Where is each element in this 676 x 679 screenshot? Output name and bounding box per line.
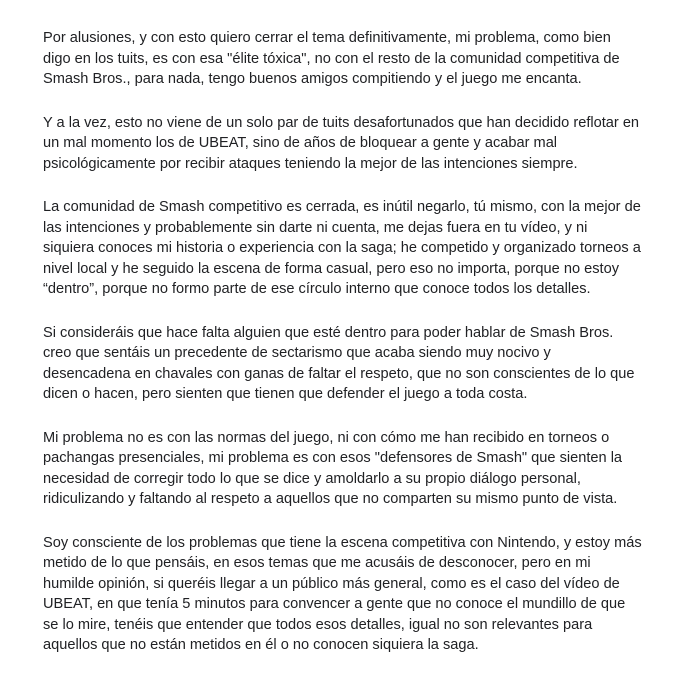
text-line: necesidad de corregir todo lo que se dice y amoldarlo a su propio diálogo personal, (43, 470, 581, 487)
text-line: pachangas presenciales, mi problema es con esos "defensores de Smash" que sienten la (43, 450, 623, 466)
text-line: dicen o hacen, pero sienten que tienen que defender el juego a toda costa. (43, 386, 528, 402)
text-line: Smash Bros., para nada, tengo buenos amigos compitiendo y el juego me encanta. (43, 71, 582, 87)
text-line: humilde opinión, si queréis llegar a un público más general, como es el caso del vídeo de (43, 575, 620, 592)
text-line: metido de lo que pensáis, en esos temas que me acusáis de desconocer, pero en mi (43, 555, 591, 571)
text-line: UBEAT, en que tenía 5 minutos para convencer a gente que no conoce el mundillo de que (43, 596, 626, 612)
paragraph-5 (43, 428, 663, 510)
paragraph-6 (43, 533, 663, 656)
text-line: “dentro”, porque no formo parte de ese círculo interno que conoce todos los detalles. (43, 281, 591, 297)
text-line: Por alusiones, y con esto quiero cerrar el tema definitivamente, mi problema, como bien (43, 30, 611, 46)
paragraph-4 (43, 323, 663, 405)
text-line: desencadena en chavales con ganas de faltar el respeto, que no son conscientes de lo que (43, 365, 635, 382)
text-line: Soy consciente de los problemas que tiene la escena competitiva con Nintendo, y estoy más (43, 534, 642, 551)
text-line: La comunidad de Smash competitivo es cerrada, es inútil negarlo, tú mismo, con la mejor de (43, 199, 641, 215)
text-line: las intenciones y probablemente sin darte ni cuenta, me dejas fuera en tu vídeo, y ni (43, 219, 588, 236)
text-line: digo en los tuits, es con esa "élite tóxica", no con el resto de la comunidad competitiva de (43, 50, 620, 67)
paragraph-3 (43, 197, 663, 300)
text-line: ridiculizando y faltando al respeto a aquellos que no comparten su mismo punto de vista. (43, 491, 618, 507)
text-line: un mal momento los de UBEAT, sino de años de bloquear a gente y acabar mal (43, 135, 558, 151)
paragraph-1 (43, 28, 663, 90)
document-body (43, 28, 663, 679)
text-line: psicológicamente por recibir ataques teniendo la mejor de las intenciones siempre. (43, 155, 578, 172)
text-line: nivel local y he seguido la escena de forma casual, pero eso no importa, porque no estoy (43, 260, 619, 277)
text-line: se lo mire, tenéis que entender que todos esos detalles, igual no son relevantes para (43, 616, 593, 633)
text-line: creo que sentáis un precedente de sectarismo que acaba siendo muy nocivo y (43, 345, 551, 361)
paragraph-2 (43, 113, 663, 175)
text-line: siquiera conoces mi historia o experiencia con la saga; he competido y organizado torneos a (43, 240, 641, 256)
text-line: Si consideráis que hace falta alguien que esté dentro para poder hablar de Smash Bros. (43, 324, 614, 341)
text-line: Mi problema no es con las normas del juego, ni con cómo me han recibido en torneos o (43, 429, 610, 446)
text-line: Y a la vez, esto no viene de un solo par de tuits desafortunados que han decidido reflotar en (43, 114, 640, 131)
text-line: aquellos que no están metidos en él o no conocen siquiera la saga. (43, 637, 479, 653)
